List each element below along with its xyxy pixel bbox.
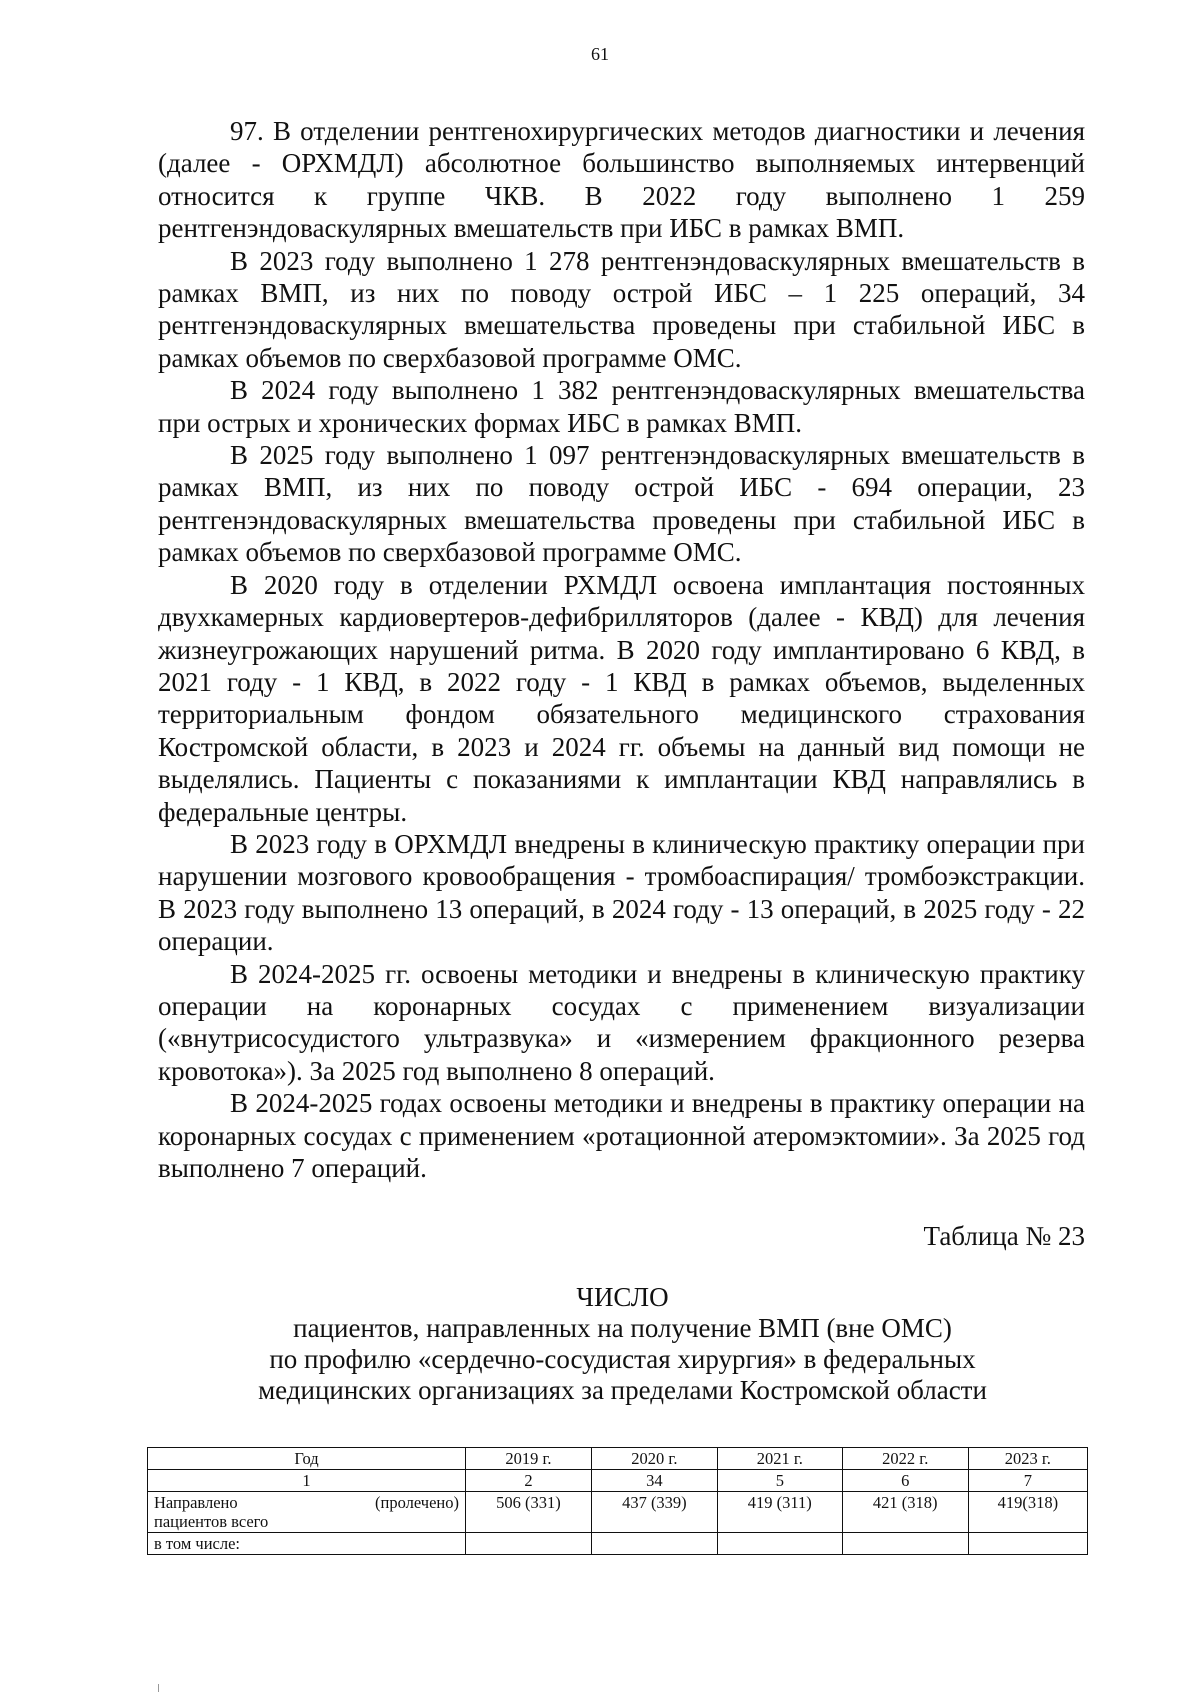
paragraph-thrombo: В 2023 году в ОРХМДЛ внедрены в клиническую практику операции при нарушении мозгового кровообращения - тромбоаспирация/ тромбоэкстракции. В 2023 году выполнено 13 операций, в 2024 году - 13 операций, в 2025 году - 22 операции.	[158, 828, 1085, 957]
row-label-left: Направлено	[154, 1493, 238, 1512]
header-2019: 2019 г.	[466, 1448, 592, 1470]
body-text	[158, 115, 1085, 1184]
table-cell	[466, 1533, 592, 1555]
table-cell	[968, 1533, 1087, 1555]
row-label-left: в том числе:	[154, 1534, 241, 1553]
column-number: 2	[466, 1470, 592, 1492]
table-cell: 419 (311)	[717, 1492, 842, 1533]
column-number-row	[148, 1470, 1088, 1492]
column-number: 6	[842, 1470, 968, 1492]
row-label	[148, 1533, 466, 1555]
page-number: 61	[591, 44, 609, 64]
table-title-line: медицинских организациях за пределами Костромской области	[258, 1375, 987, 1405]
table-cell	[591, 1533, 717, 1555]
table-cell: 506 (331)	[466, 1492, 592, 1533]
paragraph-2023: В 2023 году выполнено 1 278 рентгенэндоваскулярных вмешательств в рамках ВМП, из них по поводу острой ИБС – 1 225 операций, 34 рентгенэндоваскулярных вмешательства проведены при стабильной ИБС в рамках объемов по сверхбазовой программе ОМС.	[158, 245, 1085, 373]
table-cell	[717, 1533, 842, 1555]
table-row	[148, 1533, 1088, 1555]
row-label-right: (пролечено)	[375, 1493, 459, 1512]
column-number: 1	[148, 1470, 466, 1492]
patients-table	[147, 1447, 1088, 1555]
table-cell	[842, 1533, 968, 1555]
table-caption: Таблица № 23	[923, 1221, 1085, 1251]
column-number: 34	[591, 1470, 717, 1492]
row-label	[148, 1492, 466, 1533]
table-cell: 419(318)	[968, 1492, 1087, 1533]
table-title	[0, 1282, 1200, 1406]
header-year: Год	[148, 1448, 466, 1470]
paragraph-visualization: В 2024-2025 гг. освоены методики и внедрены в клиническую практику операции на коронарных сосудах с применением визуализации («внутрисосудистого ультразвука» и «измерением фракционного резерва кровотока»). За 2025 год выполнено 8 операций.	[158, 958, 1085, 1086]
paragraph-2025: В 2025 году выполнено 1 097 рентгенэндоваскулярных вмешательств в рамках ВМП, из них по поводу острой ИБС - 694 операции, 23 рентгенэндоваскулярных вмешательства проведены при стабильной ИБС в рамках объемов по сверхбазовой программе ОМС.	[158, 440, 1085, 568]
table-cell: 437 (339)	[591, 1492, 717, 1533]
header-2021: 2021 г.	[717, 1448, 842, 1470]
margin-mark	[158, 1684, 159, 1692]
header-2023: 2023 г.	[968, 1448, 1087, 1470]
table-title-line: ЧИСЛО	[576, 1282, 669, 1312]
row-label-line2: пациентов всего	[154, 1512, 269, 1531]
paragraph-kvd: В 2020 году в отделении РХМДЛ освоена имплантация постоянных двухкамерных кардиовертеров-дефибрилляторов (далее - КВД) для лечения жизнеугрожающих нарушений ритма. В 2020 году имплантировано 6 КВД, в 2021 году - 1 КВД, в 2022 году - 1 КВД в рамках объемов, выделенных территориальным фондом обязательного медицинского страхования Костромской области, в 2023 и 2024 гг. объемы на данный вид помощи не выделялись. Пациенты с показаниями к имплантации КВД направлялись в федеральные центры.	[158, 569, 1085, 827]
table-row	[148, 1492, 1088, 1533]
header-2020: 2020 г.	[591, 1448, 717, 1470]
paragraph-atherectomy: В 2024-2025 годах освоены методики и внедрены в практику операции на коронарных сосудах с применением «ротационной атеромэктомии». За 2025 год выполнено 7 операций.	[158, 1088, 1085, 1183]
table-header-row	[148, 1448, 1088, 1470]
paragraph-2024: В 2024 году выполнено 1 382 рентгенэндоваскулярных вмешательства при острых и хронических формах ИБС в рамках ВМП.	[158, 375, 1085, 438]
paragraph-97: 97. В отделении рентгенохирургических методов диагностики и лечения (далее - ОРХМДЛ) абсолютное большинство выполняемых интервенций относится к группе ЧКВ. В 2022 году выполнено 1 259 рентгенэндоваскулярных вмешательств при ИБС в рамках ВМП.	[158, 116, 1085, 244]
header-2022: 2022 г.	[842, 1448, 968, 1470]
table-title-line: по профилю «сердечно-сосудистая хирургия» в федеральных	[269, 1344, 976, 1374]
table-cell: 421 (318)	[842, 1492, 968, 1533]
table-title-line: пациентов, направленных на получение ВМП (вне ОМС)	[293, 1313, 952, 1343]
column-number: 5	[717, 1470, 842, 1492]
column-number: 7	[968, 1470, 1087, 1492]
